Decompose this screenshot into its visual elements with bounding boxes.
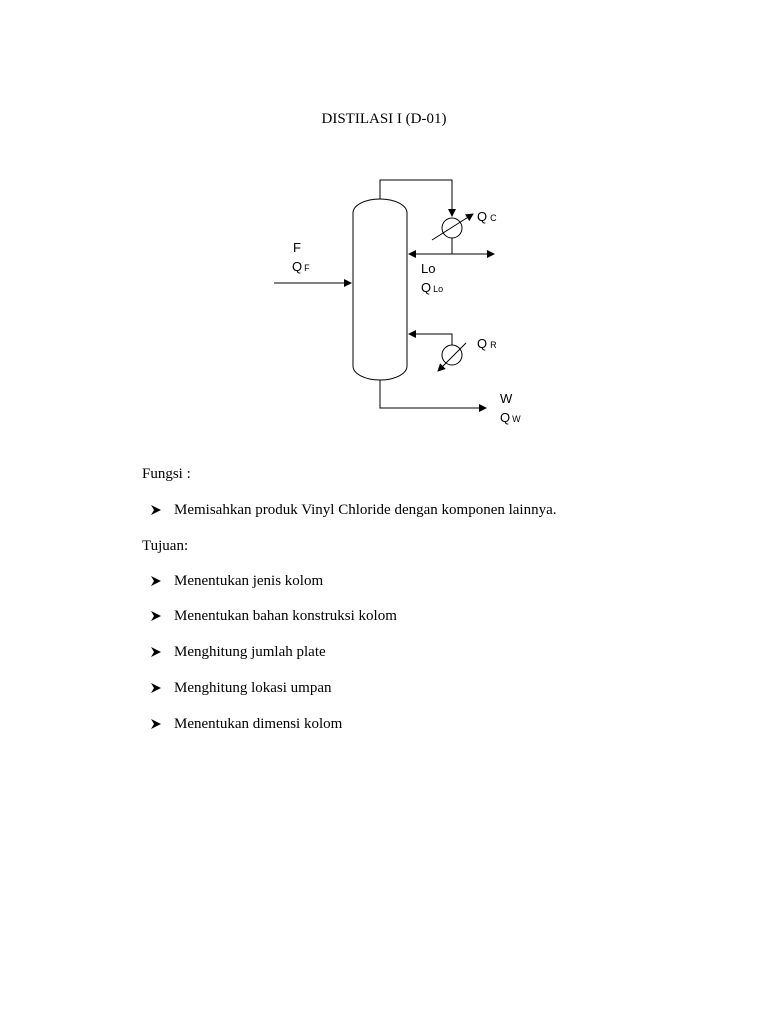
arrow-bullet-icon bbox=[150, 718, 162, 730]
condenser-icon bbox=[442, 218, 462, 238]
reboiler-icon bbox=[442, 345, 462, 365]
label-qr: Q R bbox=[477, 336, 497, 351]
fungsi-heading: Fungsi : bbox=[142, 466, 191, 482]
fungsi-item-text: Memisahkan produk Vinyl Chloride dengan komponen lainnya. bbox=[174, 502, 557, 518]
label-qw: Q W bbox=[500, 410, 521, 425]
distillation-column-diagram bbox=[0, 0, 768, 440]
arrow-bullet-icon bbox=[150, 682, 162, 694]
page-title: DISTILASI I (D-01) bbox=[321, 111, 447, 127]
bottoms-line bbox=[380, 380, 486, 408]
arrow-bullet-icon bbox=[150, 504, 162, 516]
arrow-bullet-icon bbox=[150, 575, 162, 587]
fungsi-list-item bbox=[150, 501, 557, 519]
arrow-bullet-icon bbox=[150, 646, 162, 658]
label-qf: Q F bbox=[292, 259, 310, 274]
tujuan-item-text: Menentukan bahan konstruksi kolom bbox=[174, 608, 397, 624]
tujuan-heading: Tujuan: bbox=[142, 538, 189, 554]
label-f: F bbox=[293, 240, 301, 255]
label-w: W bbox=[500, 391, 513, 406]
tujuan-list-item bbox=[150, 679, 332, 697]
tujuan-item-text: Menentukan dimensi kolom bbox=[174, 716, 343, 732]
tujuan-list-item bbox=[150, 715, 342, 733]
tujuan-list-item bbox=[150, 572, 323, 590]
label-qlo: Q Lo bbox=[421, 280, 444, 295]
tujuan-list-item bbox=[150, 607, 397, 625]
tujuan-item-text: Menghitung lokasi umpan bbox=[174, 680, 332, 696]
column-vessel bbox=[353, 199, 407, 380]
tujuan-item-text: Menentukan jenis kolom bbox=[174, 573, 324, 589]
label-qc: Q C bbox=[477, 209, 497, 224]
label-lo: Lo bbox=[421, 261, 436, 276]
reboiler-return-line bbox=[409, 334, 452, 345]
arrow-bullet-icon bbox=[150, 610, 162, 622]
tujuan-list-item bbox=[150, 643, 326, 661]
tujuan-item-text: Menghitung jumlah plate bbox=[174, 644, 326, 660]
